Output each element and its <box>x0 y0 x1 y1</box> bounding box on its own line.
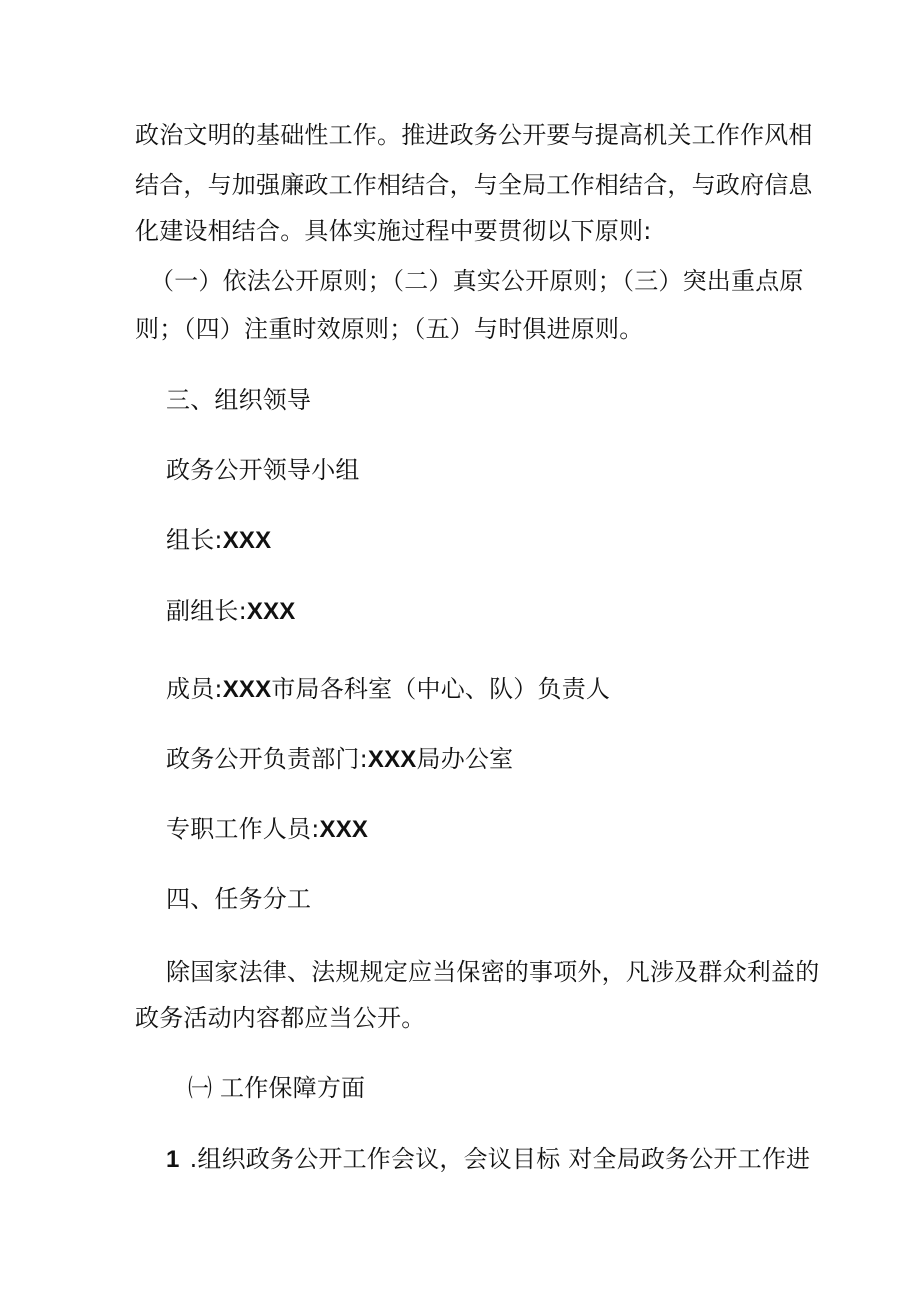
deputy-value: XXX <box>246 598 296 625</box>
members-value: XXX <box>222 676 272 703</box>
leader-line <box>166 523 271 558</box>
item-text: .组织政务公开工作会议，会议目标 对全局政务公开工作进 <box>189 1145 811 1173</box>
deputy-label: 副组长: <box>166 597 247 625</box>
section-heading: 三、组织领导 <box>166 386 312 414</box>
members-suffix: 市局各科室（中心、队）负责人 <box>271 675 611 703</box>
leader-value: XXX <box>222 527 272 554</box>
item-number: 1 <box>166 1146 180 1173</box>
group-title: 政务公开领导小组 <box>166 456 360 484</box>
dept-suffix: 局办公室 <box>416 745 514 773</box>
paragraph-line: 结合，与加强廉政工作相结合，与全局工作相结合，与政府信息 <box>135 171 813 199</box>
staff-line <box>166 812 368 847</box>
paragraph-line: 化建设相结合。具体实施过程中要贯彻以下原则: <box>135 217 652 245</box>
dept-line <box>166 742 513 777</box>
principles-line: 则；（四）注重时效原则；（五）与时俱进原则。 <box>135 315 644 343</box>
principles-line: （一）依法公开原则；（二）真实公开原则；（三）突出重点原 <box>150 267 804 295</box>
paragraph-line: 政务活动内容都应当公开。 <box>135 1004 426 1032</box>
paragraph-line: 除国家法律、法规规定应当保密的事项外，凡涉及群众利益的 <box>166 958 820 986</box>
list-item <box>166 1142 810 1177</box>
members-line <box>166 672 610 707</box>
leader-label: 组长: <box>166 526 223 554</box>
dept-label: 政务公开负责部门: <box>166 745 368 773</box>
dept-value: XXX <box>367 746 417 773</box>
members-label: 成员: <box>166 675 223 703</box>
staff-label: 专职工作人员: <box>166 815 320 843</box>
staff-value: XXX <box>319 816 369 843</box>
deputy-line <box>166 594 296 629</box>
sub-heading: ㈠ 工作保障方面 <box>188 1074 366 1102</box>
section-heading: 四、任务分工 <box>166 885 312 913</box>
paragraph-line: 政治文明的基础性工作。推进政务公开要与提高机关工作作风相 <box>135 121 813 149</box>
